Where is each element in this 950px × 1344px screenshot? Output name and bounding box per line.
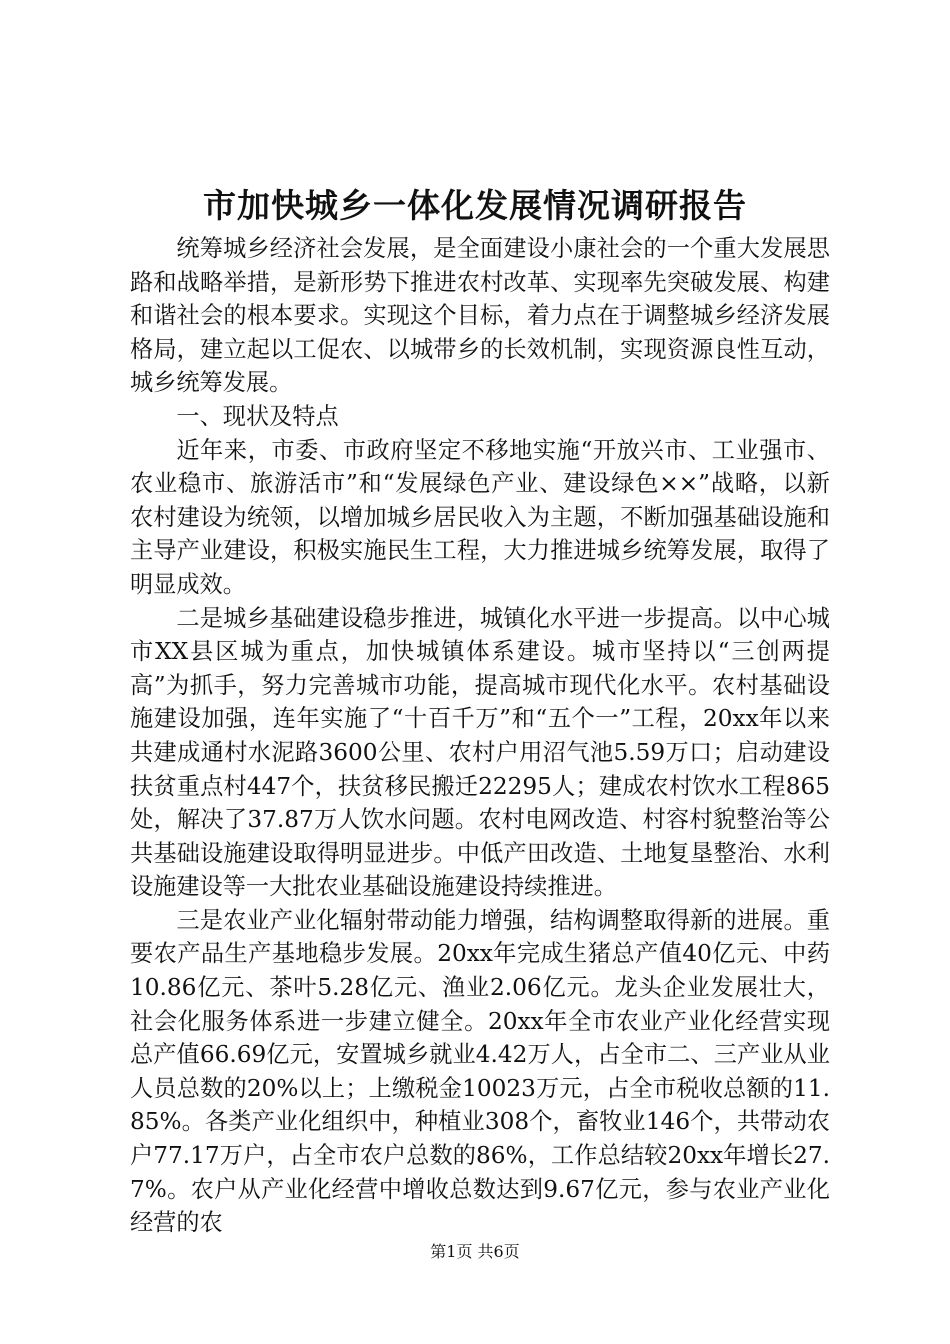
- intro-paragraph: 统筹城乡经济社会发展，是全面建设小康社会的一个重大发展思路和战略举措，是新形势下推进农村改革、实现率先突破发展、构建和谐社会的根本要求。实现这个目标，着力点在于调整城乡经济发展格局，建立起以工促农、以城带乡的长效机制，实现资源良性互动，城乡统筹发展。: [130, 235, 830, 397]
- industrialization-paragraph: 三是农业产业化辐射带动能力增强，结构调整取得新的进展。重要农产品生产基地稳步发展。20xx年完成生猪总产值40亿元、中药10.86亿元、茶叶5.28亿元、渔业2.06亿元。龙头企业发展壮大，社会化服务体系进一步建立健全。20xx年全市农业产业化经营实现总产值66.69亿元，安置城乡就业4.42万人，占全市二、三产业从业人员总数的20%以上；上缴税金10023万元，占全市税收总额的11.85%。各类产业化组织中，种植业308个，畜牧业146个，共带动农户77.17万户，占全市农户总数的86%，工作总结较20xx年增长27.7%。农户从产业化经营中增收总数达到9.67亿元，参与农业产业化经营的农: [130, 906, 830, 1237]
- document-body: [130, 232, 830, 1240]
- overview-paragraph: 近年来，市委、市政府坚定不移地实施“开放兴市、工业强市、农业稳市、旅游活市”和“发展绿色产业、建设绿色××”战略，以新农村建设为统领，以增加城乡居民收入为主题，不断加强基础设施和主导产业建设，积极实施民生工程，大力推进城乡统筹发展，取得了明显成效。: [130, 436, 830, 598]
- page-number-footer: 第1页 共6页: [430, 1242, 520, 1261]
- document-title: 市加快城乡一体化发展情况调研报告: [203, 186, 747, 225]
- infrastructure-paragraph: 二是城乡基础建设稳步推进，城镇化水平进一步提高。以中心城市XX县区城为重点，加快城镇体系建设。城市坚持以“三创两提高”为抓手，努力完善城市功能，提高城市现代化水平。农村基础设施建设加强，连年实施了“十百千万”和“五个一”工程，20xx年以来共建成通村水泥路3600公里、农村户用沼气池5.59万口；启动建设扶贫重点村447个，扶贫移民搬迁22295人；建成农村饮水工程865处，解决了37.87万人饮水问题。农村电网改造、村容村貌整治等公共基础设施建设取得明显进步。中低产田改造、土地复垦整治、水利设施建设等一大批农业基础设施建设持续推进。: [130, 604, 830, 901]
- section-heading: 一、现状及特点: [176, 402, 339, 430]
